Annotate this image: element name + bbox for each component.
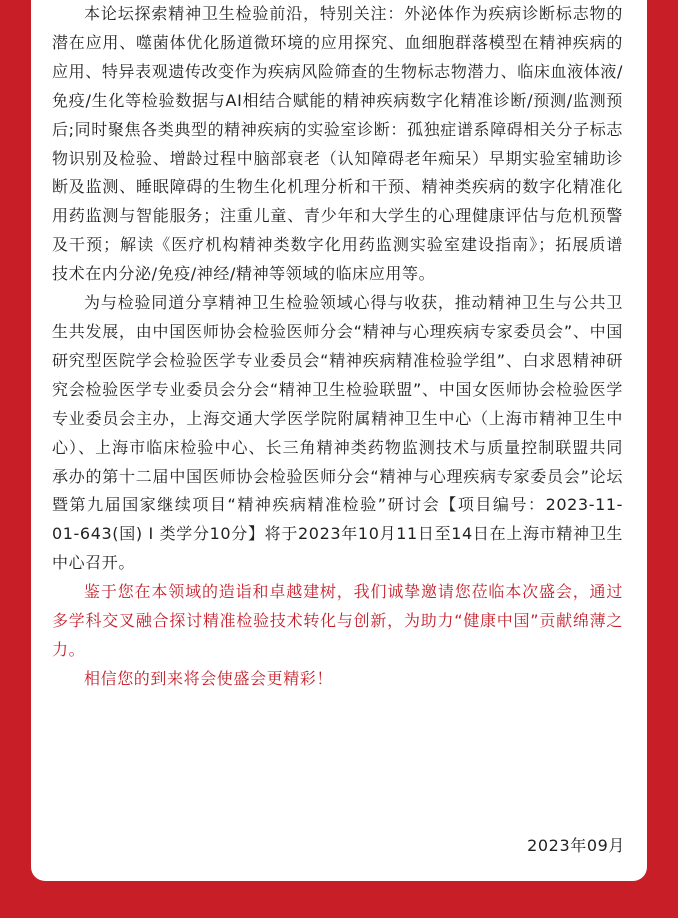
closing-line: 相信您的到来将会使盛会更精彩！ bbox=[84, 668, 334, 688]
invitation-paragraph: 鉴于您在本领域的造诣和卓越建树，我们诚挚邀请您莅临本次盛会，通过多学科交叉融合探讨精准检验技术转化与创新，为助力“健康中国”贡献绵薄之力。 bbox=[52, 582, 623, 659]
organizers-paragraph: 为与检验同道分享精神卫生检验领域心得与收获，推动精神卫生与公共卫生共发展，由中国医师协会检验医师分会“精神与心理疾病专家委员会”、中国研究型医院学会检验医学专业委员会“精神疾病精准检验学组”、白求恩精神研究会检验医学专业委员会分会“精神卫生检验联盟”、中国女医师协会检验医学专业委员会主办，上海交通大学医学院附属精神卫生中心（上海市精神卫生中心）、上海市临床检验中心、长三角精神类药物监测技术与质量控制联盟共同承办的第十二届中国医师协会检验医师分会“精神与心理疾病专家委员会”论坛暨第九届国家继续项目“精神疾病精准检验”研讨会【项目编号：2023-11-01-643(国) I 类学分10分】将于2023年10月11日至14日在上海市精神卫生中心召开。 bbox=[52, 293, 623, 573]
forum-topics-paragraph: 本论坛探索精神卫生检验前沿，特别关注：外泌体作为疾病诊断标志物的潜在应用、噬菌体优化肠道微环境的应用探究、血细胞群落模型在精神疾病的应用、特异表观遗传改变作为疾病风险筛查的生物标志物潜力、临床血液体液/免疫/生化等检验数据与AI相结合赋能的精神疾病数字化精准诊断/预测/监测预后;同时聚焦各类典型的精神疾病的实验室诊断：孤独症谱系障碍相关分子标志物识别及检验、增龄过程中脑部衰老（认知障碍老年痴呆）早期实验室辅助诊断及监测、睡眠障碍的生物生化机理分析和干预、精神类疾病的数字化精准化用药监测与智能服务；注重儿童、青少年和大学生的心理健康评估与危机预警及干预；解读《医疗机构精神类数字化用药监测实验室建设指南》；拓展质谱技术在内分泌/免疫/神经/精神等领域的临床应用等。 bbox=[52, 4, 623, 284]
letter-card bbox=[31, 0, 647, 881]
letter-date: 2023年09月 bbox=[527, 836, 625, 855]
